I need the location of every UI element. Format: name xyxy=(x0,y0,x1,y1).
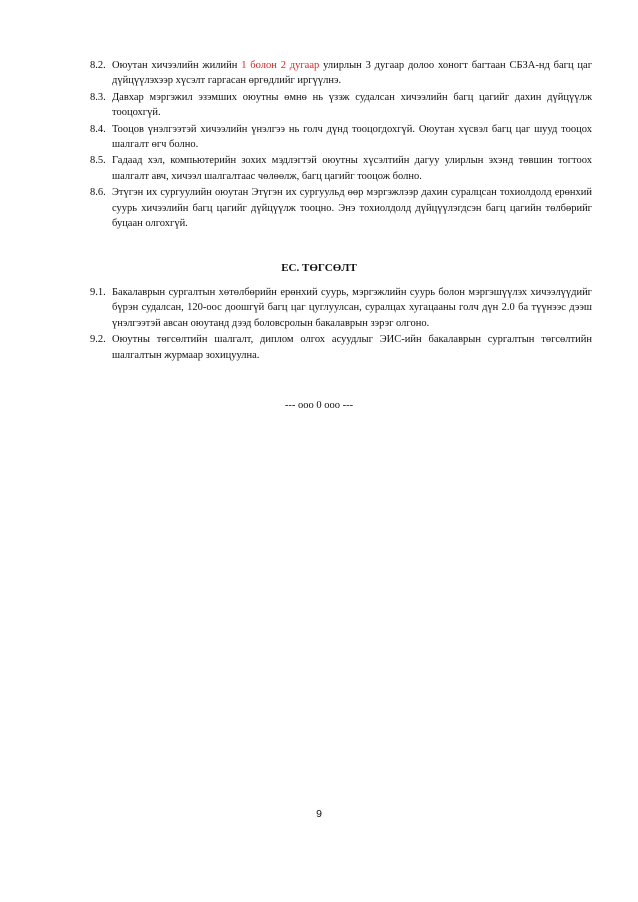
item-text: Давхар мэргэжил эзэмших оюутны өмнө нь үзэж судалсан хичээлийн багц цагийг дахин дүйцүүлж тооцохгүй. xyxy=(112,91,592,119)
item-number: 9.2. xyxy=(90,334,106,346)
item-text: Бакалаврын сургалтын хөтөлбөрийн ерөнхий суурь, мэргэжлийн суурь болон мэргэшүүлэх хичээлүүдийг бүрэн судалсан, 120-оос доошгүй багц цаг цуглуулсан, суралцах хугацааны голч дүн 2.0 ба түүнээс дээш үнэлгээтэй авсан оюутанд дээд боловсролын бакалаврын зэрэг олгоно. xyxy=(112,287,592,329)
highlighted-text: 1 болон 2 дугаар xyxy=(241,60,320,71)
list-item-8-2 xyxy=(90,58,592,89)
list-item-8-6 xyxy=(90,185,592,231)
list-item-8-5 xyxy=(90,153,592,184)
item-text: Оюутны төгсөлтийн шалгалт, диплом олгох асуудлыг ЭИС-ийн бакалаврын сургалтын төгсөлтийн шалгалтын журмаар зохицуулна. xyxy=(112,334,592,361)
section-9-list xyxy=(90,285,592,364)
list-item-9-1 xyxy=(90,285,592,331)
item-number: 8.4. xyxy=(90,123,106,135)
item-number: 9.1. xyxy=(90,287,106,298)
item-text: Этүгэн их сургуулийн оюутан Этүгэн их сургуульд өөр мэргэжлээр дахин суралцсан тохиолдолд ерөнхий суурь хичээлийн багц цагийг дүйцүүлж тооцно. Энэ тохиолдолд дүйцүүлэгдсэн багц цагийн төлбөрийг буцаан олгохгүй. xyxy=(112,187,592,230)
page-number: 9 xyxy=(316,808,322,820)
item-number: 8.3. xyxy=(90,91,106,103)
item-number: 8.2. xyxy=(90,60,106,71)
item-text: Тооцов үнэлгээтэй хичээлийн үнэлгээ нь голч дүнд тооцогдохгүй. Оюутан хүсвэл багц цаг шууд тооцох шалгалт өгч болно. xyxy=(112,123,592,151)
item-number: 8.6. xyxy=(90,187,106,199)
list-item-9-2 xyxy=(90,332,592,363)
section-8-list xyxy=(90,58,592,232)
list-item-8-3 xyxy=(90,90,592,121)
list-item-8-4 xyxy=(90,122,592,153)
item-number: 8.5. xyxy=(90,155,106,167)
end-mark: --- ооо 0 ооо --- xyxy=(284,400,354,411)
item-text: Гадаад хэл, компьютерийн зохих мэдлэгтэй оюутны хүсэлтийн дагуу улирлын эхэнд төвшин тогтоох шалгалт авч, хичээл шалгалтаас чөлөөлж, багц цагийг тооцож болно. xyxy=(112,155,592,182)
section-heading: ЕС. ТӨГСӨЛТ xyxy=(281,262,357,274)
item-text: Оюутан хичээлийн жилийн 1 болон 2 дугаар улирлын 3 дугаар долоо хоногт багтаан СБЗА-нд багц цаг дүйцүүлэхээр хүсэлт гаргасан өргөдлийг иргүүлнэ. xyxy=(112,60,592,87)
